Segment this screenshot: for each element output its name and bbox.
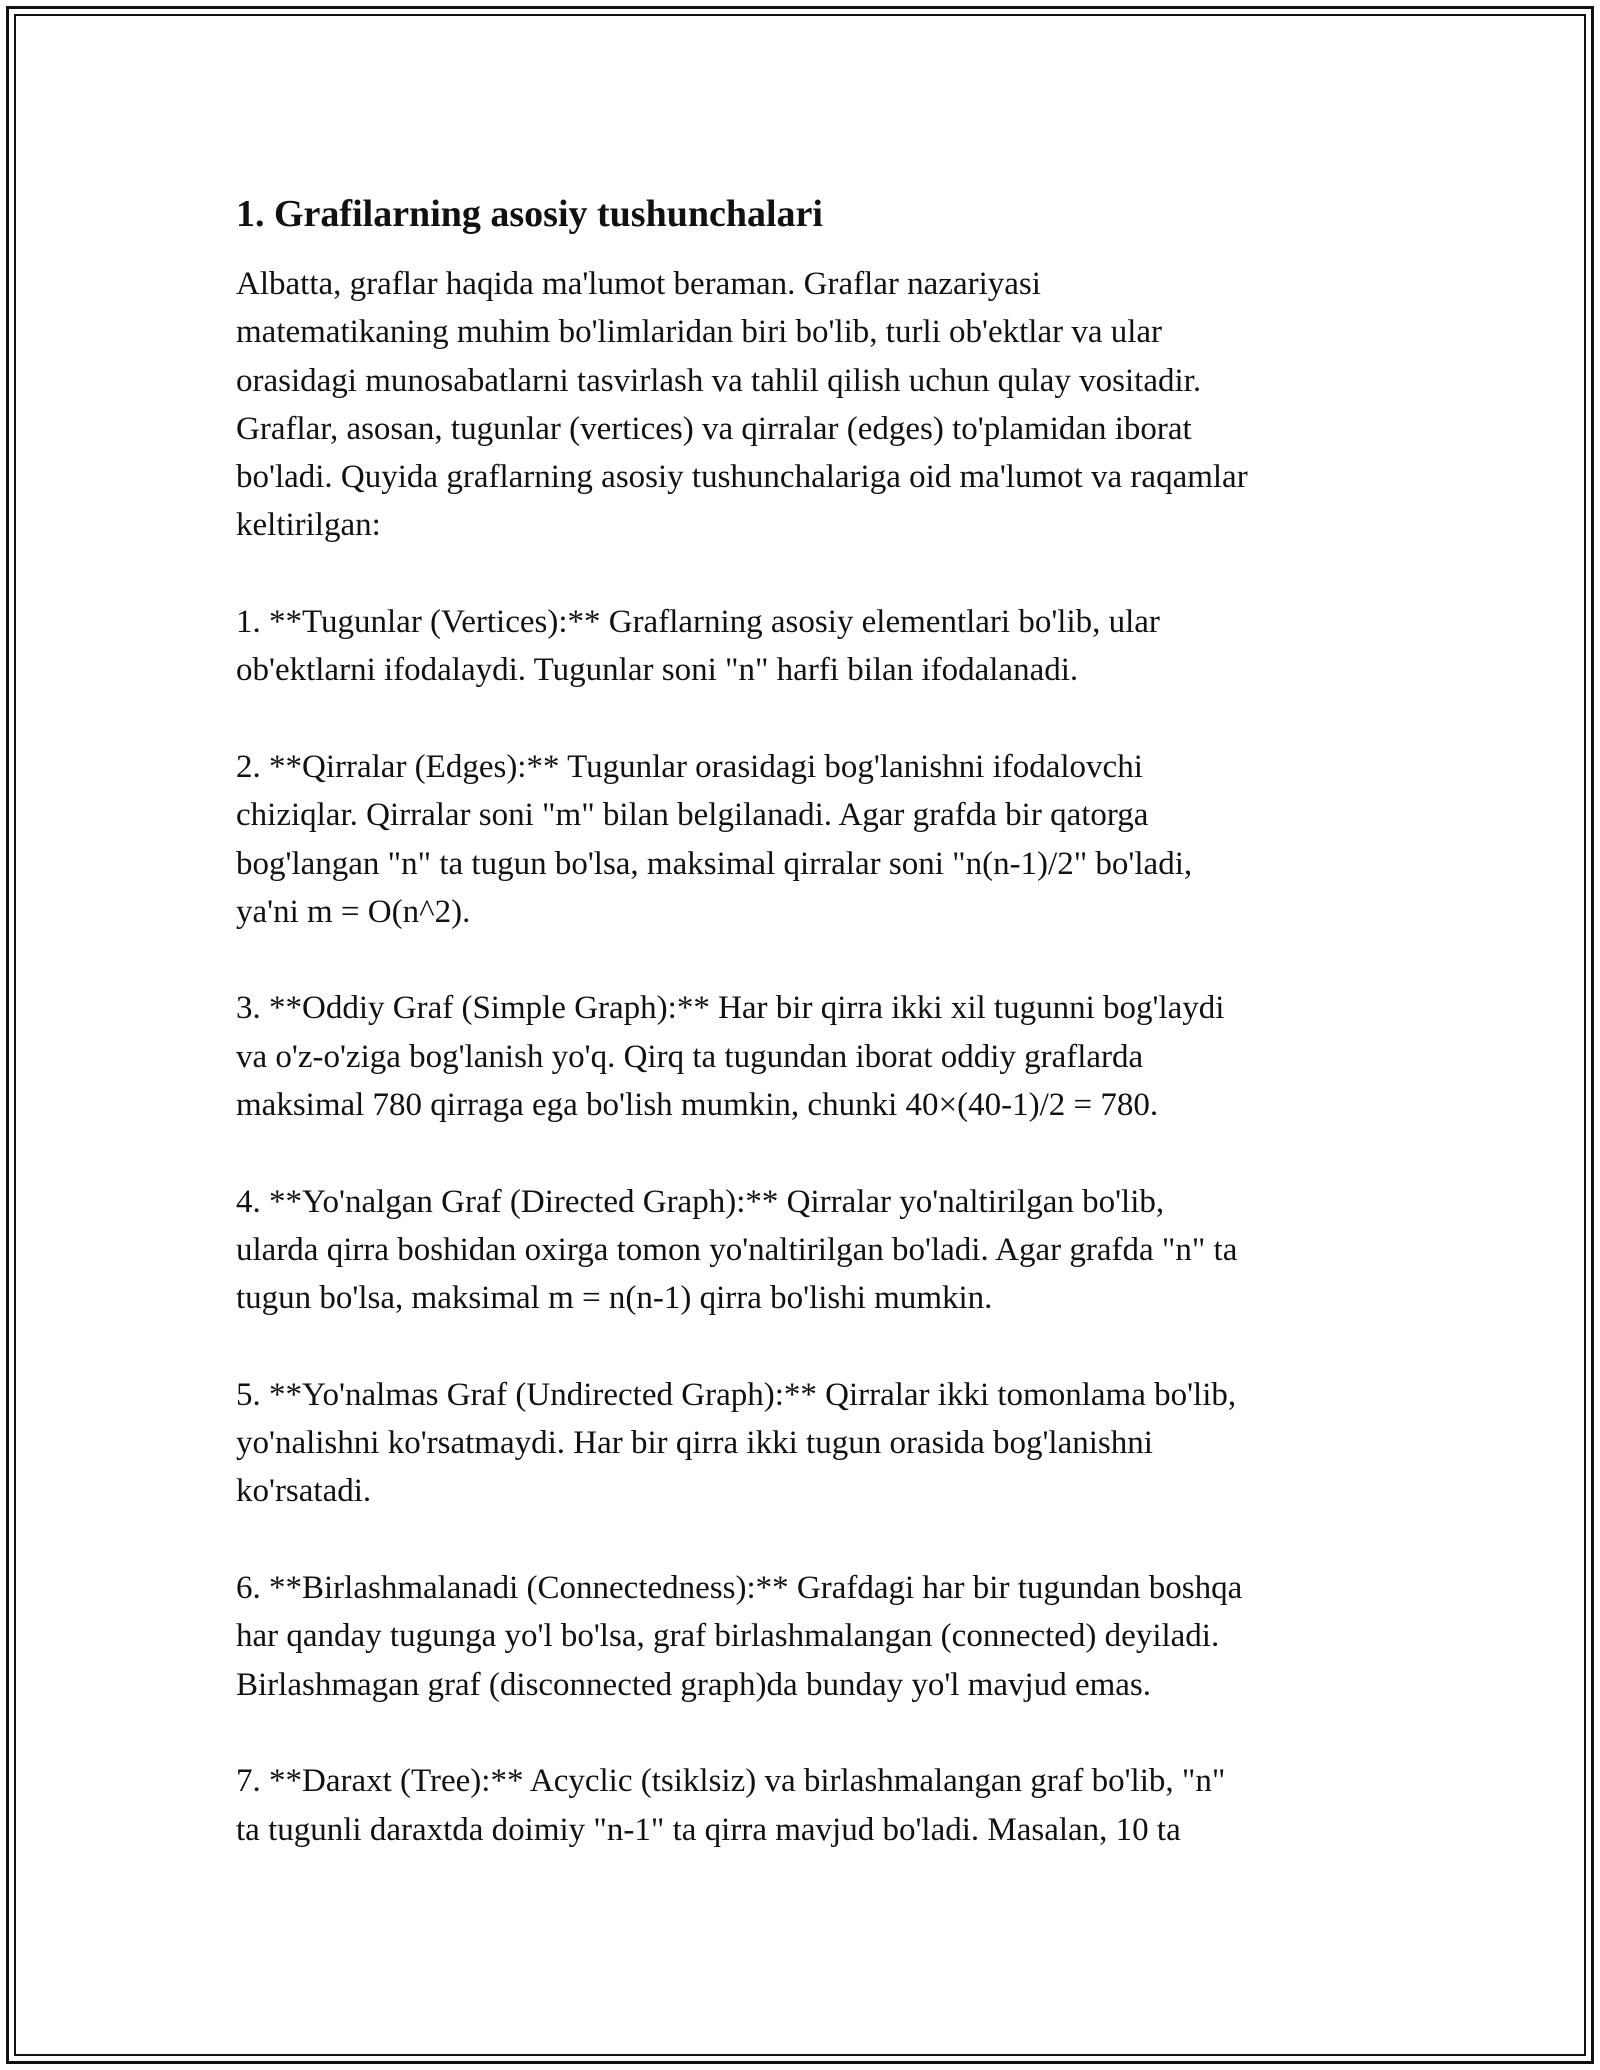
text-line: chiziqlar. Qirralar soni "m" bilan belgilanadi. Agar grafda bir qatorga [236,797,1149,834]
paragraph [236,1757,1366,1854]
document-title: 1. Grafilarning asosiy tushunchalari [236,193,823,235]
text-line: 6. **Birlashmalanadi (Connectedness):** Grafdagi har bir tugundan boshqa [236,1570,1243,1607]
text-line: 2. **Qirralar (Edges):** Tugunlar orasidagi bog'lanishni ifodalovchi [236,748,1143,785]
text-line: va o'z-o'ziga bog'lanish yo'q. Qirq ta tugundan iborat oddiy graflarda [236,1038,1144,1075]
text-line: ob'ektlarni ifodalaydi. Tugunlar soni "n" harfi bilan ifodalanadi. [236,652,1079,689]
text-line: ularda qirra boshidan oxirga tomon yo'naltirilgan bo'ladi. Agar grafda "n" ta [236,1231,1238,1268]
paragraph [236,743,1366,936]
text-line: 5. **Yo'nalmas Graf (Undirected Graph):** Qirralar ikki tomonlama bo'lib, [236,1376,1237,1413]
text-line: matematikaning muhim bo'limlaridan biri bo'lib, turli ob'ektlar va ular [236,314,1163,351]
text-line: yo'nalishni ko'rsatmaydi. Har bir qirra ikki tugun orasida bog'lanishni [236,1425,1153,1462]
document-body [236,190,1366,1902]
paragraph [236,598,1366,695]
text-line: 4. **Yo'nalgan Graf (Directed Graph):** Qirralar yo'naltirilgan bo'lib, [236,1183,1165,1220]
text-line: 1. **Tugunlar (Vertices):** Graflarning asosiy elementlari bo'lib, ular [236,604,1160,641]
paragraph [236,260,1366,550]
text-line: Graflar, asosan, tugunlar (vertices) va qirralar (edges) to'plamidan iborat [236,410,1192,447]
paragraph-list [236,260,1366,1854]
text-line: orasidagi munosabatlarni tasvirlash va tahlil qilish uchun qulay vositadir. [236,362,1202,399]
text-line: bo'ladi. Quyida graflarning asosiy tushunchalariga oid ma'lumot va raqamlar [236,459,1248,496]
text-line: 7. **Daraxt (Tree):** Acyclic (tsiklsiz) va birlashmalangan graf bo'lib, "n" [236,1763,1226,1800]
text-line: ta tugunli daraxtda doimiy "n-1" ta qirra mavjud bo'ladi. Masalan, 10 ta [236,1811,1181,1848]
text-line: 3. **Oddiy Graf (Simple Graph):** Har bir qirra ikki xil tugunni bog'laydi [236,990,1225,1027]
text-line: tugun bo'lsa, maksimal m = n(n-1) qirra bo'lishi mumkin. [236,1280,993,1317]
text-line: Albatta, graflar haqida ma'lumot beraman. Graflar nazariyasi [236,266,1041,302]
text-line: ko'rsatadi. [236,1473,372,1510]
text-line: ya'ni m = O(n^2). [236,893,471,930]
text-line: har qanday tugunga yo'l bo'lsa, graf birlashmalangan (connected) deyiladi. [236,1618,1220,1655]
text-line: bog'langan "n" ta tugun bo'lsa, maksimal qirralar soni "n(n-1)/2" bo'ladi, [236,845,1193,882]
paragraph [236,1371,1366,1516]
text-line: Birlashmagan graf (disconnected graph)da bunday yo'l mavjud emas. [236,1666,1151,1703]
paragraph [236,1178,1366,1323]
text-line: maksimal 780 qirraga ega bo'lish mumkin, chunki 40×(40-1)/2 = 780. [236,1087,1159,1124]
paragraph [236,984,1366,1129]
paragraph [236,1564,1366,1709]
text-line: keltirilgan: [236,507,381,544]
